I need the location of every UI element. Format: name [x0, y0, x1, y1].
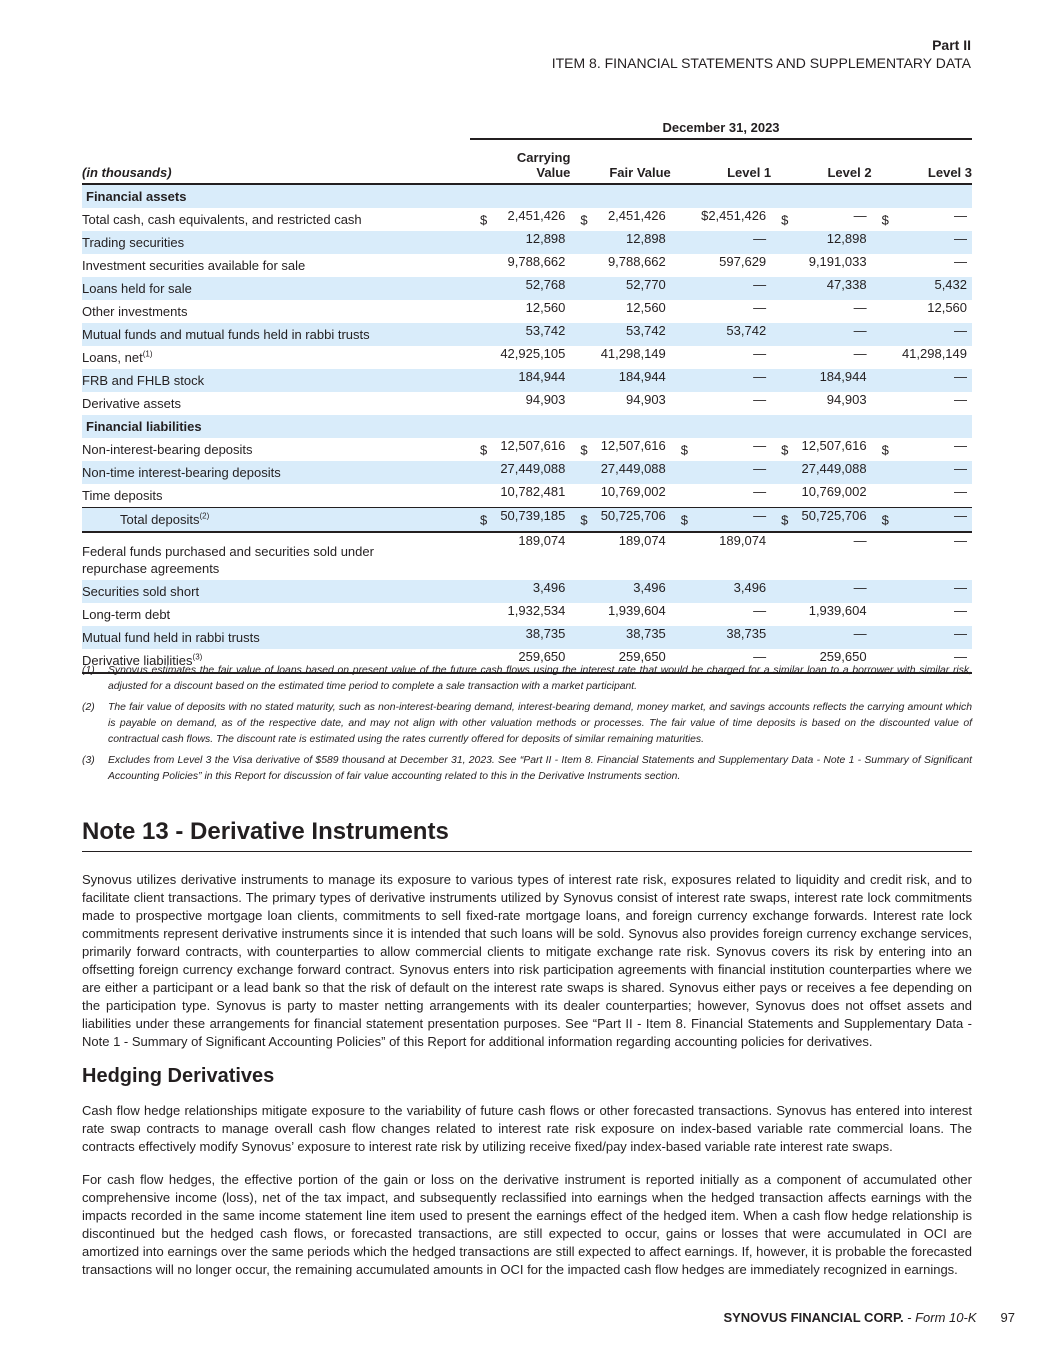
- page-header: [552, 36, 971, 72]
- section-financial-assets: Financial assets: [82, 184, 972, 208]
- currency-symbol: $: [580, 442, 588, 457]
- currency-symbol: $: [881, 212, 889, 227]
- note-13-paragraph: Synovus utilizes derivative instruments to manage its exposure to various types of interest rate risk, exposures related to liquidity and credit risk, and to facilitate client transactions. The primary types of derivative instruments utilized by Synovus consist of interest rate swaps, interest rate lock commitments made to prospective mortgage loan clients, commitments to sell fixed-rate mortgage loans, and foreign currency exchange forwards. Interest rate lock commitments represent derivative instruments since it is intended that such loans will be sold. Synovus also provides foreign currency exchange services, primarily forward contracts, with counterparties to allow commercial clients to mitigate exchange rate risk. Synovus covers its risk by entering into an offsetting foreign currency exchange forward contract. Synovus enters into risk participation agreements with financial institution counterparties where we are either a participant or a lead bank so that the risk of default on the interest rate swaps is shared. Synovus either pays or receives a fee depending on the participation type. Synovus is party to master netting arrangements with its dealer counterparties; however, Synovus does not offset assets and liabilities under these arrangements for financial statement presentation purposes. See “Part II - Item 8. Financial Statements and Supplementary Data - Note 1 - Summary of Significant Accounting Policies” of this Report for additional information regarding accounting policies for derivatives.: [82, 872, 972, 1049]
- footnote: (2) The fair value of deposits with no stated maturity, such as non-interest-bearing demand, interest-bearing demand, money market, and savings accounts reflects the carrying amount which is payable on demand, as of the respective date, and may not align with other valuation methods or processes. The fair value of time deposits is based on the discounted value of contractual cash flows. The discount rate is estimated using the rates currently offered for deposits of similar remaining maturities.: [82, 702, 972, 745]
- footnote-ref: (2): [199, 511, 210, 521]
- table-row: Federal funds purchased and securities sold under repurchase agreements 189,074 189,074 189,074 — —: [82, 533, 968, 576]
- footnote-ref: (1): [142, 349, 153, 359]
- footer-company: SYNOVUS FINANCIAL CORP.: [723, 1310, 904, 1325]
- page-footer: [723, 1310, 1015, 1325]
- table-row: Loans, net$^{(1)}$ 42,925,105 41,298,149 — — 41,298,149: [82, 346, 968, 365]
- hedging-derivatives-title: Hedging Derivatives: [82, 1065, 275, 1087]
- currency-symbol: $: [580, 212, 588, 227]
- units-label: (in thousands): [82, 139, 470, 184]
- table-row-total: Total deposits$^{(2)}$ $ 50,739,185 $ 50,725,706 $ — $ 50,725,706 $ —: [82, 508, 972, 533]
- hedging-paragraph: Cash flow hedge relationships mitigate exposure to the variability of future cash flows or other forecasted transactions. Synovus has entered into interest rate swap contracts to manage overall cash flow changes related to interest rate risk exposure on index-based variable rate commercial loans. The contracts effectively modify Synovus’ exposure to interest rate risk by utilizing receive fixed/pay index-based variable rate interest rate swaps.: [82, 1103, 972, 1154]
- table-row: Long-term debt 1,932,534 1,939,604 — 1,939,604 —: [82, 603, 968, 622]
- table-row: Non-interest-bearing deposits $ 12,507,616 $ 12,507,616 $ — $ 12,507,616 $ —: [82, 438, 968, 457]
- section-financial-liabilities: Financial liabilities: [82, 415, 972, 438]
- table-row: Time deposits 10,782,481 10,769,002 — 10,769,002 —: [82, 484, 968, 503]
- footer-form: - Form 10-K: [903, 1310, 977, 1325]
- table-row: Securities sold short 3,496 3,496 3,496 — —: [82, 580, 972, 603]
- currency-symbol: $: [781, 212, 789, 227]
- hedging-paragraph: For cash flow hedges, the effective portion of the gain or loss on the derivative instrument is reported initially as a component of accumulated other comprehensive income (loss), net of the tax impact, and subsequently reclassified into earnings when the hedged transaction affects earnings with the impacts recorded in the same income statement line item used to present the earnings effect of the hedged item. When a cash flow hedge relationship is discontinued but the hedged cash flows, or forecasted transactions, are still expected to occur, gains or losses that were accumulated in OCI are amortized into earnings over the same periods which the hedged transactions are still expected to affect earnings. If, however, it is probable the forecasted transactions will no longer occur, the remaining accumulated amounts in OCI for the impacted cash flow hedges are immediately recognized in earnings.: [82, 1172, 972, 1277]
- table-row: Non-time interest-bearing deposits 27,449,088 27,449,088 — 27,449,088 —: [82, 461, 972, 484]
- currency-symbol: $: [480, 212, 488, 227]
- currency-symbol: $: [480, 442, 488, 457]
- table-row: Investment securities available for sale 9,788,662 9,788,662 597,629 9,191,033 —: [82, 254, 968, 273]
- currency-symbol: $: [781, 442, 789, 457]
- fair-value-table: [82, 116, 972, 674]
- currency-symbol: $: [680, 512, 689, 527]
- footnote-ref: (3): [192, 652, 203, 662]
- table-row: Derivative liabilities$^{(3)}$ 259,650 259,650 — 259,650 —: [82, 649, 972, 673]
- currency-symbol: $: [580, 512, 588, 527]
- fair-value-grid: [82, 116, 972, 674]
- col-level-3: Level 3: [872, 139, 972, 184]
- currency-symbol: $: [680, 442, 689, 457]
- currency-symbol: $: [881, 442, 889, 457]
- col-fair-value: Fair Value: [570, 139, 670, 184]
- table-row: Mutual fund held in rabbi trusts 38,735 38,735 38,735 — —: [82, 626, 972, 649]
- table-row: Trading securities 12,898 12,898 — 12,898 —: [82, 231, 972, 254]
- col-level-2: Level 2: [771, 139, 871, 184]
- currency-symbol: $: [881, 512, 889, 527]
- header-item: ITEM 8. FINANCIAL STATEMENTS AND SUPPLEMENTARY DATA: [551, 55, 971, 71]
- table-row: Mutual funds and mutual funds held in rabbi trusts 53,742 53,742 53,742 — —: [82, 323, 972, 346]
- header-part: Part II: [932, 37, 971, 53]
- page-number: 97: [1000, 1310, 1015, 1325]
- table-row: FRB and FHLB stock 184,944 184,944 — 184,944 —: [82, 369, 972, 392]
- table-row: Other investments 12,560 12,560 — — 12,560: [82, 300, 968, 319]
- column-headers: [82, 139, 972, 184]
- footnote: (1) Synovus estimates the fair value of loans based on present value of the future cash flows using the interest rate that would be charged for a similar loan to a borrower with similar risk, adjusted for a discount based on the estimated time period to complete a sale transaction with a market participant.: [82, 665, 972, 692]
- currency-symbol: $: [480, 512, 488, 527]
- note-13-title: Note 13 - Derivative Instruments: [82, 818, 972, 852]
- table-row: Loans held for sale 52,768 52,770 — 47,338 5,432: [82, 277, 972, 300]
- table-row: Derivative assets 94,903 94,903 — 94,903 —: [82, 392, 968, 411]
- footnote: (3) Excludes from Level 3 the Visa derivative of $589 thousand at December 31, 2023. See “Part II - Item 8. Financial Statements and Supplementary Data - Note 1 - Summary of Significant Accounting Policies” in this Report for discussion of fair value accounting related to this in the Derivative Instruments section.: [82, 755, 972, 782]
- footnotes: [82, 663, 972, 790]
- col-carrying-value: Carrying Value: [470, 139, 570, 184]
- col-level-1: Level 1: [671, 139, 771, 184]
- period-header: December 31, 2023: [470, 116, 972, 139]
- table-row: Total cash, cash equivalents, and restricted cash $ 2,451,426 $ 2,451,426 $2,451,426 $ — $ —: [82, 208, 968, 227]
- currency-symbol: $: [781, 512, 789, 527]
